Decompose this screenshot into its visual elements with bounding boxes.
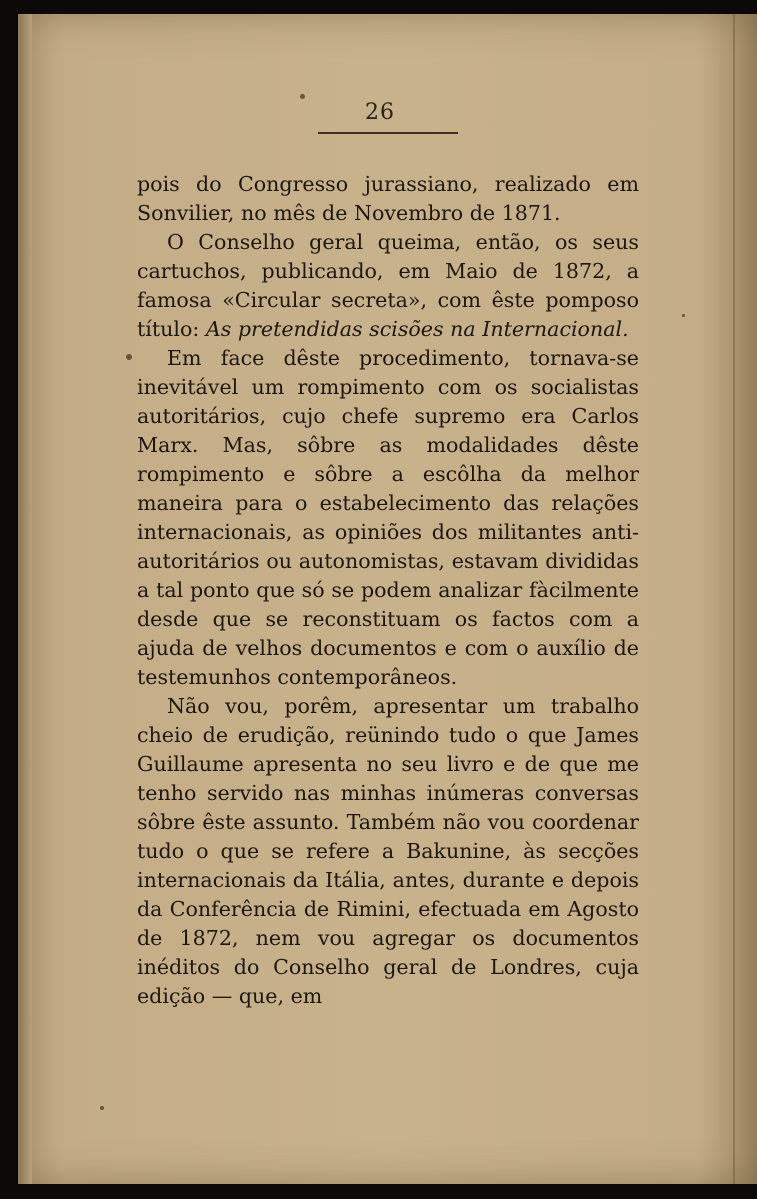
body-text <box>137 170 639 1011</box>
paragraph-1: pois do Congresso jurassiano, realizado em Sonvilier, no mês de Novembro de 1871. <box>137 172 639 225</box>
ink-speck <box>682 314 685 317</box>
ink-speck <box>100 1106 104 1110</box>
paragraph-2-text: O Conselho geral queima, então, os seus cartuchos, publicando, em Maio de 1872, a famosa «Circular secreta», com êste pomposo título: <box>137 230 639 341</box>
paragraph-2 <box>137 228 639 344</box>
pamphlet-title: As pretendidas scisões na Internacional. <box>205 317 629 341</box>
page-number: 26 <box>365 100 395 125</box>
ink-speck <box>126 354 132 360</box>
page-number-rule <box>318 132 458 134</box>
ink-speck <box>300 94 305 99</box>
paragraph-3: Em face dêste procedimento, tornava-se inevitável um rompimento com os socialistas autoritários, cujo chefe supremo era Carlos Marx. Mas, sôbre as modalidades dêste rompimento e sôbre a escôlha da melhor maneira para o estabelecimento das relações internacionais, as opiniões dos militantes anti-autoritários ou autonomistas, estavam divididas a tal ponto que só se podem analizar fàcilmente desde que se reconstituam os factos com a ajuda de velhos documentos e com o auxílio de testemunhos contemporâneos. <box>137 346 639 689</box>
paragraph-4: Não vou, porêm, apresentar um trabalho cheio de erudição, reünindo tudo o que James Guillaume apresenta no seu livro e de que me tenho servido nas minhas inúmeras conversas sôbre êste assunto. Também não vou coordenar tudo o que se refere a Bakunine, às secções internacionais da Itália, antes, durante e depois da Conferência de Rimini, efectuada em Agosto de 1872, nem vou agregar os documentos inéditos do Conselho geral de Londres, cuja edição — que, em <box>137 694 639 1008</box>
